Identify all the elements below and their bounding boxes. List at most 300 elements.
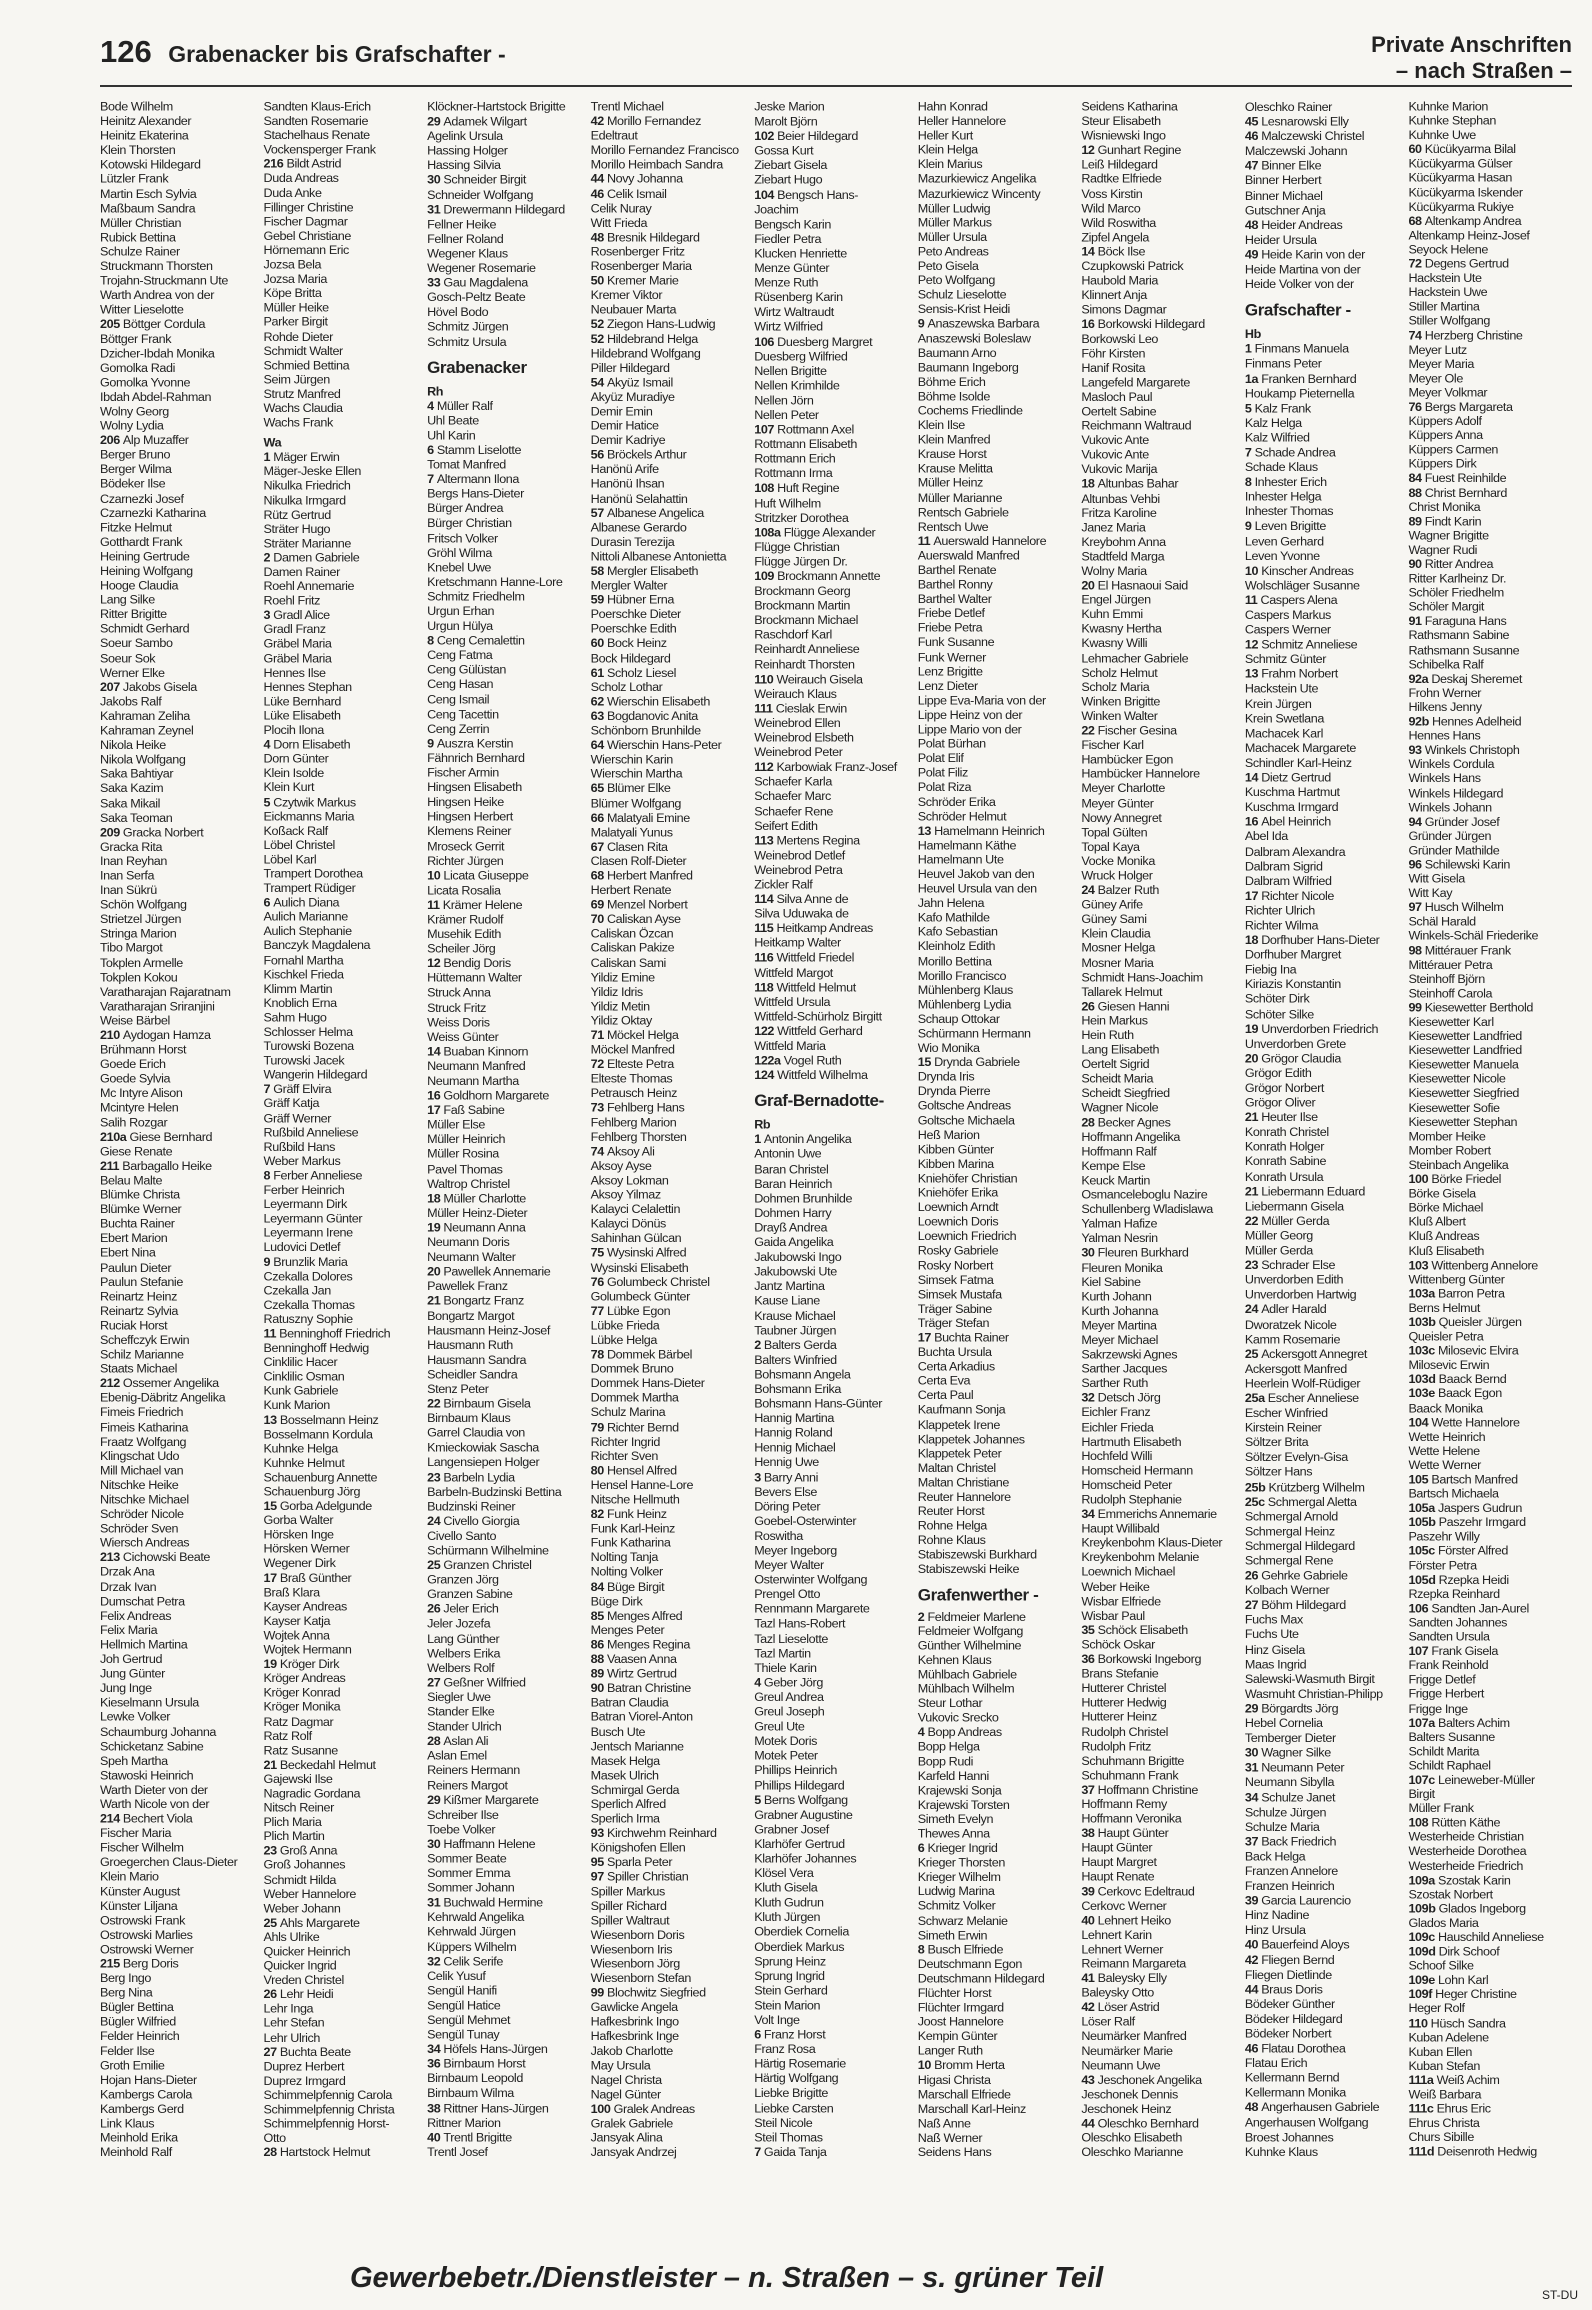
resident-entry: Wachs Frank [263,416,333,430]
resident-entry: Kiesewetter Landfried [1408,1043,1522,1058]
resident-entry: Wisniewski Ingo [1081,129,1166,143]
resident-entry: Heger Rolf [1408,2002,1465,2016]
resident-entry: Oleschko Rainer [1244,100,1332,114]
resident-entry: Hebel Cornelia [1244,1716,1323,1731]
resident-entry: Weinebrod Ellen [754,716,841,730]
resident-entry: Kuhnke Stephan [1408,114,1496,128]
resident-entry: 4 Bopp Andreas [917,1725,1002,1740]
resident-entry: 27 Buchta Beate [263,2045,351,2059]
resident-entry: Stein Marion [754,1998,821,2013]
house-number: 7 [754,2145,764,2159]
resident-entry: Caspers Werner [1244,622,1331,637]
resident-entry: Greul Joseph [754,1705,825,1719]
resident-entry: Gracka Rita [100,839,163,854]
resident-entry: 32 Celik Serife [427,1954,504,1969]
resident-entry: Plocih Ilona [263,723,324,737]
resident-entry: 39 Cerkovc Edeltraud [1081,1884,1195,1899]
resident-entry: 114 Silva Anne de [754,892,849,906]
resident-entry: Sakrzewski Agnes [1081,1347,1178,1362]
house-number: 124 [754,1068,778,1083]
resident-entry: Königshofen Ellen [590,1841,686,1855]
resident-entry: 8 Ceng Cemalettin [427,633,525,648]
district-code: Wa [263,436,282,450]
resident-entry: Kempin Günter [917,2029,998,2044]
resident-entry: Trentl Michael [590,100,664,114]
resident-entry: Feldmeier Wolfgang [917,1624,1024,1638]
resident-entry: Bügler Wilfried [100,2015,176,2029]
house-number: 76 [590,1275,607,1289]
resident-entry: Nikola Heike [100,738,166,752]
resident-entry: Morillo Francisco [917,968,1007,983]
house-number: 1a [1244,371,1262,386]
resident-entry: Fuchs Max [1244,1613,1303,1627]
resident-entry: Wiesenborn Stefan [590,1971,691,1986]
house-number: 21 [427,1294,444,1308]
resident-entry: Meyer Michael [1081,1333,1159,1347]
street-heading: Grabenacker [427,358,527,377]
house-number: 16 [1244,815,1262,829]
resident-entry: Rottmann Erich [754,452,836,466]
resident-entry: Wierschin Karin [590,752,673,767]
resident-entry: Stabiszewski Heike [917,1562,1020,1577]
resident-entry: Gründer Mathilde [1408,843,1500,857]
resident-entry: 45 Lesnarowski Elly [1244,114,1349,129]
resident-entry: Hartmuth Elisabeth [1081,1434,1182,1449]
resident-entry: Unverdorben Edith [1244,1273,1344,1287]
resident-entry: 9 Auszra Kerstin [427,736,514,751]
resident-entry: Uhl Beate [427,413,479,428]
resident-entry: Oertelt Sigrid [1081,1057,1150,1072]
resident-entry: Dommek Martha [590,1391,679,1405]
resident-entry: Hamelmann Käthe [917,838,1017,853]
resident-entry: Schibelka Ralf [1408,657,1484,672]
resident-entry: Haupt Renate [1081,1870,1155,1884]
resident-entry: Birnbaum Wilma [427,2086,514,2101]
resident-entry: Grögor Edith [1244,1066,1312,1080]
resident-entry: Nellen Peter [754,408,819,422]
resident-entry: Jeske Marion [754,100,825,114]
resident-entry: 11 Krämer Helene [427,898,523,912]
resident-entry: Edeltraut [590,129,638,143]
resident-entry: Berger Bruno [100,448,171,462]
resident-entry: Finmans Peter [1244,356,1322,371]
resident-entry: Schade Klaus [1244,460,1318,475]
resident-entry: Hennes Stephan [263,680,352,694]
resident-entry: Ziebart Hugo [754,173,823,187]
resident-entry: Mosner Maria [1081,956,1154,970]
resident-entry: Steil Nicole [754,2115,813,2130]
house-number: 1 [1244,342,1255,356]
resident-entry: Scheidt Maria [1081,1072,1154,1086]
house-number: 10 [427,868,444,883]
resident-entry: Ratz Dagmar [263,1714,334,1729]
resident-entry: Wagner Brigitte [1408,529,1489,543]
resident-entry: Schürmann Hermann [917,1026,1031,1041]
resident-entry: Klein Isolde [263,766,324,780]
resident-entry: Ratuszny Sophie [263,1312,353,1326]
resident-entry: Schreiber Ilse [427,1807,499,1822]
resident-entry: Müller Frank [1408,1801,1474,1816]
resident-entry: Strietzel Jürgen [100,912,182,926]
resident-entry: Wiesenborn Doris [590,1928,685,1942]
resident-entry: 15 Gorba Adelgunde [263,1499,372,1513]
house-number: 30 [427,173,444,187]
house-number: 216 [263,157,287,171]
resident-entry: Peto Gisela [917,259,979,273]
resident-entry: Aksoy Ayse [590,1159,652,1173]
resident-entry: Härtig Wolfgang [754,2071,839,2086]
resident-entry: Kluß Albert [1408,1215,1466,1229]
resident-entry: Kuhn Emmi [1081,607,1143,622]
resident-entry: Warth Dieter von der [100,1783,208,1797]
resident-entry: 103 Wittenberg Annelore [1408,1258,1538,1272]
resident-entry: Vreden Christel [263,1973,344,1987]
house-number: 12 [1081,143,1098,157]
resident-entry: Krein Jürgen [1244,696,1312,711]
resident-entry: Drzak Ivan [100,1579,157,1594]
resident-entry: Gräbel Maria [263,651,332,666]
resident-entry: Müller Christian [100,216,182,230]
resident-entry: Krieger Thorsten [917,1855,1005,1870]
resident-entry: Huft Wilhelm [754,496,821,510]
resident-entry: Dalbram Alexandra [1244,844,1346,859]
resident-entry: Caliskan Sami [590,956,666,970]
resident-entry: Flüchter Irmgard [917,2000,1004,2015]
resident-entry: Günther Wilhelmine [917,1638,1022,1653]
house-number: 25 [263,1916,280,1930]
resident-entry: Busch Ute [590,1725,646,1739]
house-number: 213 [100,1550,123,1565]
resident-entry: Brockmann Martin [754,598,851,613]
resident-entry: Caliskan Özcan [590,927,674,941]
resident-entry: Lehnert Karin [1081,1928,1152,1942]
resident-entry: Saka Bahtiyar [100,767,174,781]
house-number: 100 [1408,1172,1432,1186]
resident-entry: Heining Gertrude [100,549,190,564]
house-number: 88 [1408,486,1425,500]
resident-entry: Bevers Else [754,1484,818,1499]
resident-entry: Schauenburg Jörg [263,1485,361,1499]
house-number: 25b [1244,1480,1269,1494]
resident-entry: 64 Wierschin Hans-Peter [590,738,722,752]
resident-entry: 57 Albanese Angelica [590,506,704,520]
resident-entry: 107 Rottmann Axel [754,422,854,437]
resident-entry: Köpe Britta [263,286,322,301]
resident-entry: Ahls Ulrike [263,1930,320,1944]
resident-entry: Dworatzek Nicole [1244,1317,1337,1332]
house-number: 79 [590,1420,607,1434]
resident-entry: Werner Elke [100,665,165,680]
house-number: 105 [1408,1473,1432,1487]
resident-entry: Lippe Eva-Maria von der [917,693,1046,708]
house-number: 57 [590,506,607,520]
directory-column [1408,100,1572,2160]
resident-entry: Speh Martha [100,1754,168,1768]
resident-entry: Polat Bürhan [917,737,986,751]
resident-entry: Saka Mikail [100,796,160,810]
resident-entry: Simeth Erwin [917,1928,988,1942]
resident-entry: Angerhausen Wolfgang [1244,2115,1369,2130]
resident-entry: Sengül Tunay [427,2027,500,2042]
resident-entry: Bongartz Margot [427,1308,515,1323]
resident-entry: Altenkamp Heinz-Josef [1408,228,1530,242]
house-number: 84 [1408,471,1425,486]
resident-entry: Hörsken Werner [263,1542,350,1556]
resident-entry: Gralek Gabriele [590,2116,673,2131]
resident-entry: Löbel Karl [263,852,317,867]
resident-entry: Kluth Gisela [754,1881,818,1895]
resident-entry: Fliegen Dietlinde [1244,1967,1332,1982]
resident-entry: Schilz Marianne [100,1347,184,1362]
resident-entry: Kuban Stefan [1408,2059,1480,2073]
resident-entry: Frigge Inge [1408,1701,1468,1716]
resident-entry: Hassing Silvia [427,158,501,173]
resident-entry: 30 Haffmann Helene [427,1837,536,1851]
resident-entry: Nikulka Irmgard [263,493,346,507]
resident-entry: Phillips Hildegard [754,1778,845,1793]
house-number: 12 [427,956,444,971]
resident-entry: Friebe Petra [917,621,983,635]
resident-entry: Struck Fritz [427,1000,486,1015]
resident-entry: Tibo Margot [100,941,163,955]
house-number: 6 [427,443,437,457]
resident-entry: Hanif Rosita [1081,361,1146,375]
house-number: 42 [1081,2000,1098,2015]
resident-entry: Klöckner-Hartstock Brigitte [427,100,566,114]
resident-entry: Groth Emilie [100,2058,165,2073]
resident-entry: Czarnezki Katharina [100,506,206,520]
house-number: 6 [263,895,274,910]
resident-entry: Schmidt Gerhard [100,622,190,636]
house-number: 32 [427,1954,444,1969]
resident-entry: Sträter Marianne [263,536,351,551]
resident-entry: 96 Schilewski Karin [1408,858,1511,872]
resident-entry: Celik Nuray [590,201,652,216]
resident-entry: Steinhoff Björn [1408,972,1485,986]
resident-entry: Raschdorf Karl [754,628,832,642]
house-number: 30 [1244,1746,1262,1760]
resident-entry: Dohmen Brunhilde [754,1191,853,1206]
resident-entry: Rosenberger Maria [590,259,692,274]
house-number: 122 [754,1024,778,1039]
resident-entry: Quicker Heinrich [263,1944,351,1959]
house-number: 21 [1244,1110,1262,1125]
resident-entry: Birgit [1408,1787,1435,1801]
resident-entry: Konrath Sabine [1244,1154,1327,1169]
resident-entry: Jung Günter [100,1666,165,1681]
house-number: 20 [427,1264,444,1279]
house-number: 25a [1244,1391,1268,1406]
resident-entry: 105d Rzepka Heidi [1408,1573,1509,1587]
resident-entry: Lang Günther [427,1631,500,1646]
resident-entry: Weber Hannelore [263,1887,357,1901]
resident-entry: 110 Weirauch Gisela [754,672,863,686]
resident-entry: Sensis-Krist Heidi [917,302,1010,317]
resident-entry: Steinbach Angelika [1408,1158,1509,1172]
resident-entry: Peto Wolfgang [917,273,995,288]
resident-entry: 105c Förster Alfred [1408,1544,1508,1558]
resident-entry: Malczewski Johann [1244,144,1348,159]
resident-entry: Schmergal Rene [1244,1553,1334,1568]
resident-entry: Tallarek Helmut [1081,985,1163,999]
resident-entry: Weber Heike [1081,1579,1150,1594]
resident-entry: Richter Jürgen [427,853,504,868]
resident-entry: Klein Thorsten [100,143,176,157]
house-number: 10 [917,2058,935,2073]
resident-entry: 31 Drewermann Hildegard [427,202,565,217]
resident-entry: Berg Ingo [100,1971,152,1986]
resident-entry: 44 Novy Johanna [590,172,683,187]
house-number: 78 [590,1347,607,1362]
resident-entry: Batran Viorel-Anton [590,1710,693,1724]
resident-entry: Sommer Beate [427,1851,507,1866]
resident-entry: Kunk Gabriele [263,1384,339,1398]
resident-entry: 22 Fischer Gesina [1081,723,1177,738]
house-number: 32 [1081,1391,1098,1405]
resident-entry: 213 Cichowski Beate [100,1550,211,1565]
resident-entry: 13 Hamelmann Heinrich [917,824,1045,838]
resident-entry: Krajewski Sonja [917,1783,1002,1798]
resident-entry: Hooge Claudia [100,578,179,593]
resident-entry: Reinhardt Thorsten [754,657,855,672]
resident-entry: 205 Böttger Cordula [100,317,206,332]
resident-entry: Eickmanns Maria [263,809,355,824]
resident-entry: 29 Adamek Wilgart [427,114,527,129]
resident-entry: 68 Altenkamp Andrea [1408,214,1522,228]
house-number: 111 [754,701,776,716]
resident-entry: Vukovic Ante [1081,433,1149,448]
resident-entry: Ziebart Gisela [754,158,828,173]
resident-entry: Soeur Sambo [100,636,173,651]
resident-entry: 107 Frank Gisela [1408,1644,1498,1658]
house-number: 60 [590,636,607,651]
resident-entry: 39 Garcia Laurencio [1244,1893,1351,1908]
resident-entry: Certa Paul [917,1388,974,1403]
house-number: 31 [427,202,444,217]
resident-entry: Trojahn-Struckmann Ute [100,274,228,288]
resident-entry: 6 Aulich Diana [263,895,340,910]
resident-entry: Binner Herbert [1244,173,1322,188]
resident-entry: Leven Yvonne [1244,549,1320,563]
resident-entry: Hannig Martina [754,1411,835,1426]
resident-entry: Abel Ida [1244,829,1288,844]
resident-entry: Hövel Bodo [427,305,489,320]
resident-entry: Kuban Adelene [1408,2030,1489,2045]
resident-entry: Reinhardt Anneliese [754,642,860,657]
resident-entry: Klein Mario [100,1870,159,1884]
resident-entry: Rohde Dieter [263,329,333,344]
resident-entry: Pavel Thomas [427,1162,503,1176]
resident-entry: 17 Faß Sabine [427,1103,505,1118]
house-number: 107c [1408,1773,1438,1787]
resident-entry: Mazurkiewicz Angelika [917,172,1037,186]
resident-entry: 24 Civello Giorgia [427,1514,520,1528]
house-number: 58 [590,564,607,578]
resident-entry: Sprung Heinz [754,1954,826,1969]
resident-entry: 76 Golumbeck Christel [590,1275,710,1289]
house-number: 111d [1408,2145,1438,2159]
house-number: 94 [1408,815,1425,829]
house-number: 103b [1408,1315,1439,1329]
resident-entry: Heining Wolfgang [100,564,193,578]
resident-entry: 33 Gau Magdalena [427,276,528,290]
resident-entry: Gotthardt Frank [100,535,183,549]
resident-entry: Ludovici Detlef [263,1240,341,1255]
resident-entry: Lübke Helga [590,1333,657,1347]
house-number: 80 [590,1463,607,1478]
resident-entry: 74 Herzberg Christine [1408,328,1523,343]
resident-entry: 11 Benninghoff Friedrich [263,1327,391,1341]
house-number: 95 [590,1855,607,1870]
house-number: 26 [427,1602,444,1616]
resident-entry: Weirauch Klaus [754,686,837,701]
resident-entry: Koßack Ralf [263,824,328,838]
house-number: 122a [754,1053,784,1068]
resident-entry: 63 Bogdanovic Anita [590,709,698,723]
house-number: 38 [427,2101,444,2115]
resident-entry: Deutschmann Egon [917,1957,1022,1971]
resident-entry: Ritter Brigitte [100,607,167,622]
resident-entry: Mühlbach Gabriele [917,1667,1017,1682]
resident-entry: Neubauer Marta [590,303,677,317]
resident-entry: Inan Serfa [100,868,155,883]
house-number: 68 [590,868,607,883]
resident-entry: 27 Böhm Hildegard [1244,1598,1346,1612]
resident-entry: Reiners Margot [427,1778,508,1793]
resident-entry: Müller Rosina [427,1147,499,1162]
resident-entry: Schildt Raphael [1408,1759,1491,1773]
house-number: 69 [590,898,607,912]
resident-entry: 47 Binner Elke [1244,159,1322,173]
house-number: 215 [100,1957,123,1971]
resident-entry: 52 Ziegon Hans-Ludwig [590,317,716,332]
resident-entry: Konrath Ursula [1244,1169,1324,1184]
resident-entry: Kuhnke Helmut [263,1456,345,1470]
resident-entry: 17 Richter Nicole [1244,888,1334,903]
resident-entry: Witt Frieda [590,216,648,230]
resident-entry: Konrath Christel [1244,1125,1329,1140]
resident-entry: 109f Heger Christine [1408,1987,1517,2002]
house-number: 26 [1081,999,1098,1014]
resident-entry: Hafkesbrink Ingo [590,2015,679,2029]
resident-entry: Kalz Helga [1244,416,1302,430]
resident-entry: Winkels-Schäl Friederike [1408,929,1539,943]
resident-entry: Eichler Frieda [1081,1420,1154,1434]
resident-entry: Reuter Hannelore [917,1490,1011,1504]
resident-entry: Sandten Rosemarie [263,114,369,128]
resident-entry: Sahinhan Gülcan [590,1231,682,1246]
resident-entry: Westerheide Friedrich [1408,1859,1523,1873]
resident-entry: Aksoy Yilmaz [590,1188,661,1202]
resident-entry: Rudolph Stephanie [1081,1492,1182,1507]
resident-entry: Funk Karl-Heinz [590,1521,675,1536]
resident-entry: Masek Helga [590,1754,660,1768]
house-number: 109e [1408,1973,1438,1987]
resident-entry: Kolbach Werner [1244,1583,1330,1598]
resident-entry: Ceng Tacettin [427,707,499,721]
resident-entry: 107c Leineweber-Müller [1408,1773,1535,1787]
resident-entry: Fillinger Christine [263,200,354,214]
resident-entry: Kurth Johann [1081,1289,1152,1304]
resident-entry: Tokplen Kokou [100,970,178,985]
resident-entry: Struckmann Thorsten [100,259,213,274]
resident-entry: Scholz Lothar [590,680,663,694]
resident-entry: Kücükyarma Rukiye [1408,200,1514,214]
resident-entry: Schöter Silke [1244,1007,1314,1021]
house-number: 52 [590,332,607,346]
resident-entry: Hein Markus [1081,1014,1148,1028]
resident-entry: 89 Findt Karin [1408,514,1482,529]
